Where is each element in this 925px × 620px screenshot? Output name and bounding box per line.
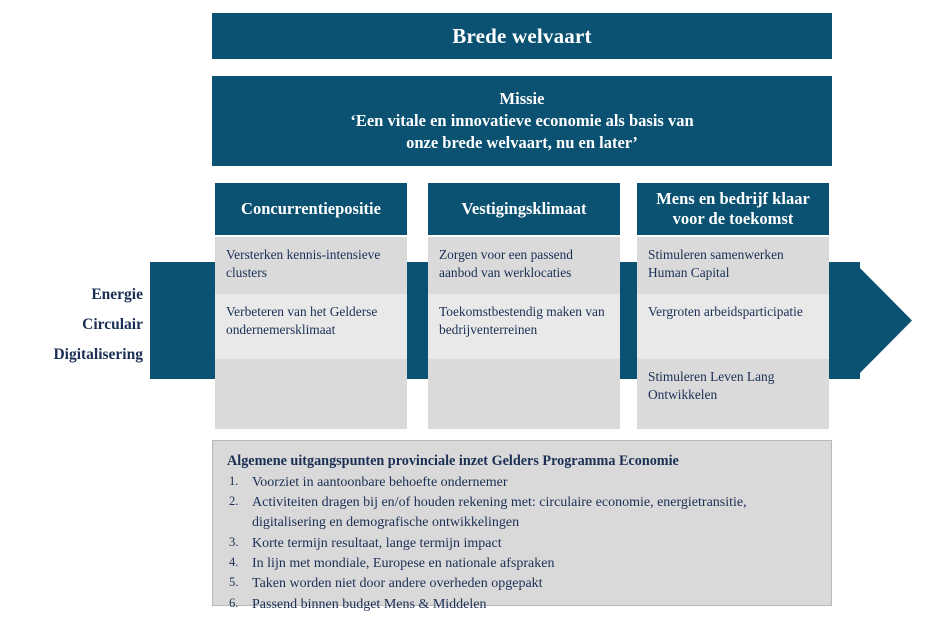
pillar-column-vestigingsklimaat [428,183,620,429]
list-item [227,493,817,533]
theme-label-digitalisering: Digitalisering [53,346,143,364]
pillar-cell: Verbeteren van het Gelderse ondernemersklimaat [215,294,407,359]
list-item-number: 2. [229,494,239,509]
list-item-number: 6. [229,595,239,610]
list-item-text: Taken worden niet door andere overheden opgepakt [252,576,543,592]
list-item-number: 4. [229,555,239,569]
theme-label-energie: Energie [91,286,143,303]
pillar-cells [637,237,829,429]
list-item-number: 3. [229,534,239,549]
cross-cutting-themes [0,280,143,371]
list-item-number: 5. [229,575,239,590]
theme-label-circulair: Circulair [82,316,143,334]
list-item-text: In lijn met mondiale, Europese en nationale afspraken [252,556,555,571]
pillar-cells [428,237,620,429]
list-item [227,574,817,594]
pillar-cell: Stimuleren Leven Lang Ontwikkelen [637,359,829,429]
pillar-cell-empty [215,359,407,429]
list-item [227,554,817,574]
pillar-column-concurrentiepositie [215,183,407,429]
pillar-cell: Versterken kennis-intensieve clusters [215,237,407,294]
pillar-cells [215,237,407,429]
pillar-cell: Vergroten arbeidsparticipatie [637,294,829,359]
list-item-text: Passend binnen budget Mens & Middelen [252,596,487,612]
list-item-text: Activiteiten dragen bij en/of houden rekening met: circulaire economie, energietransitie, digitalisering en demografische ontwikkelingen [252,495,747,531]
pillar-header: Concurrentiepositie [215,183,407,235]
list-item-number: 1. [229,474,239,488]
mission-label: Missie [499,88,545,108]
principles-list [227,473,817,615]
principles-panel [212,440,832,612]
list-item [227,595,817,615]
mission-line-2: onze brede welvaart, nu en later’ [406,133,638,153]
title-banner [212,13,832,59]
mission-line-1: ‘Een vitale en innovatieve economie als basis van [350,110,694,130]
pillar-header: Mens en bedrijf klaar voor de toekomst [637,183,829,235]
pillar-cell: Stimuleren samenwerken Human Capital [637,237,829,294]
list-item-text: Voorziet in aantoonbare behoefte ondernemer [252,475,508,490]
page-title: Brede welvaart [452,23,592,48]
list-item-text: Korte termijn resultaat, lange termijn impact [252,535,502,551]
pillar-column-mens-en-bedrijf [637,183,829,429]
mission-banner [212,76,832,166]
list-item [227,473,817,493]
principles-title: Algemene uitgangspunten provinciale inzet Gelders Programma Economie [227,453,679,469]
right-arrow-icon [836,262,912,379]
list-item [227,534,817,554]
pillar-cell-empty [428,359,620,429]
pillar-cell: Zorgen voor een passend aanbod van werklocaties [428,237,620,294]
pillar-header: Vestigingsklimaat [428,183,620,235]
pillar-cell: Toekomstbestendig maken van bedrijventerreinen [428,294,620,359]
